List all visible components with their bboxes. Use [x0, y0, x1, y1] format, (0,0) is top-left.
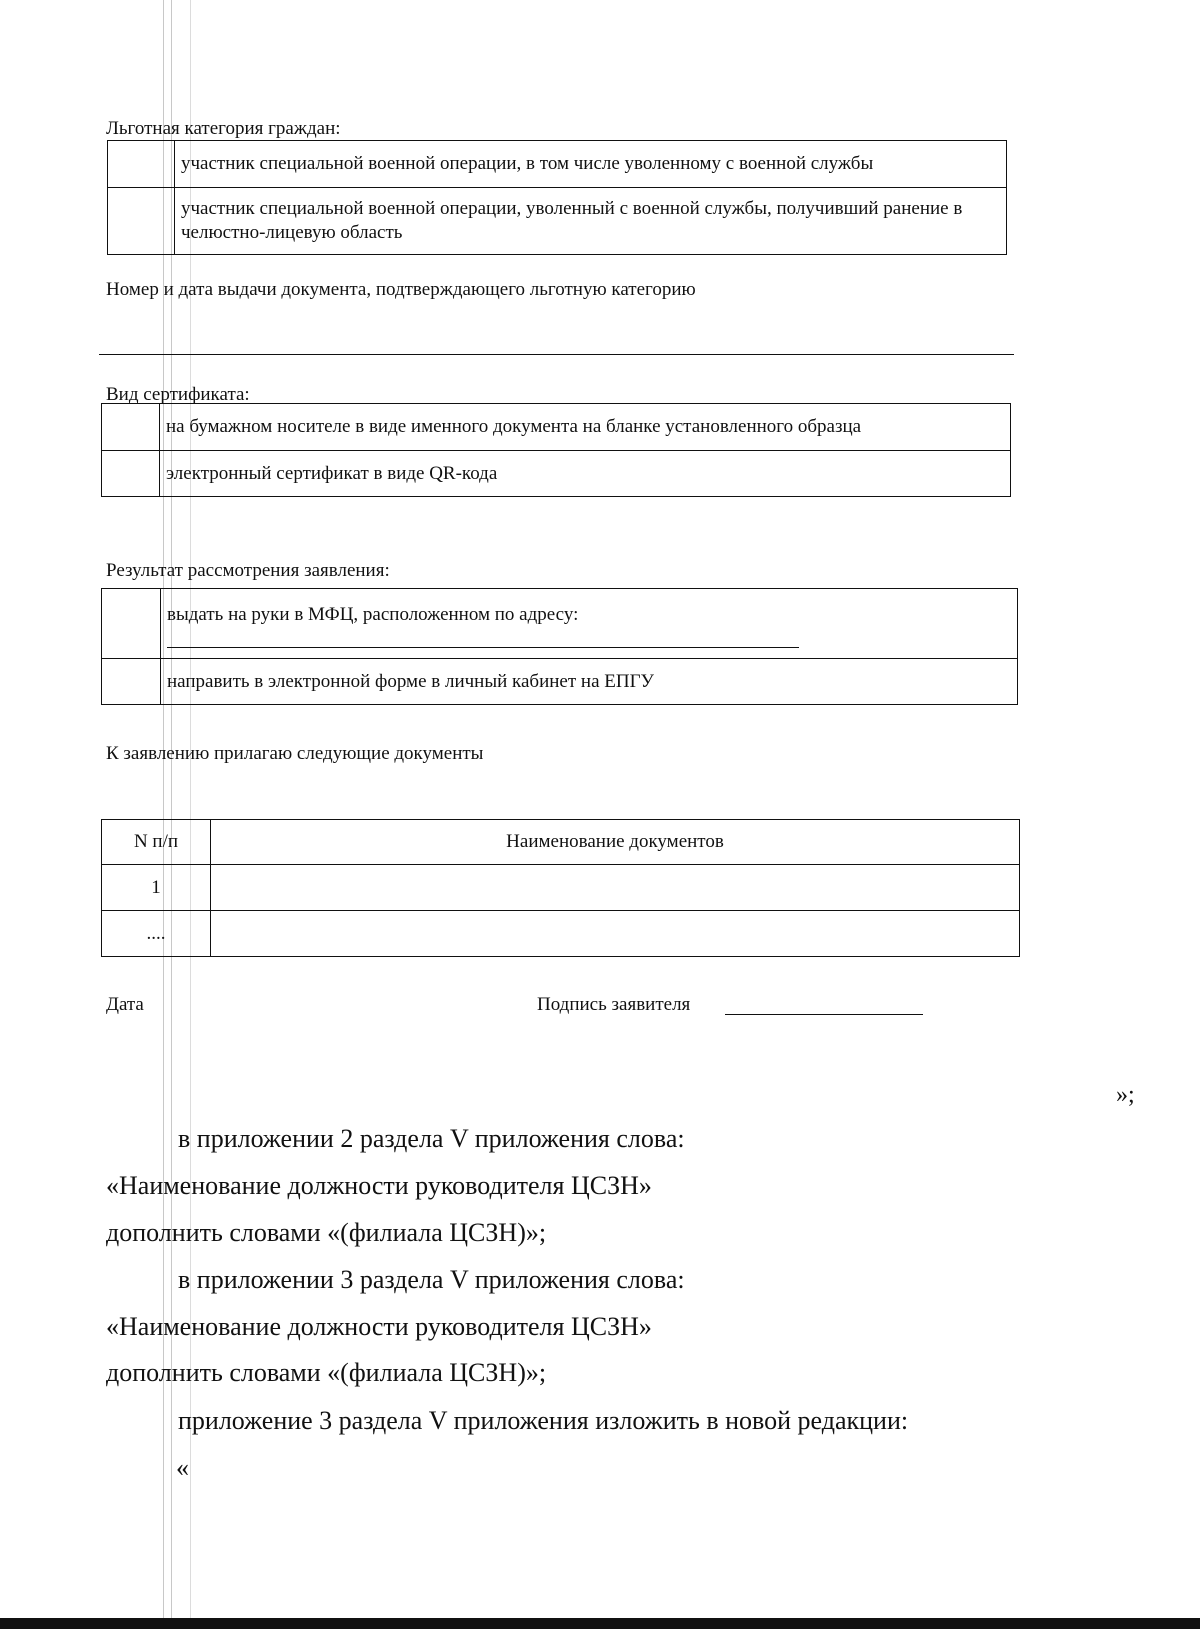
benefit-checkbox[interactable] — [108, 188, 175, 255]
result-row[interactable] — [102, 659, 1018, 705]
attachments-table — [101, 819, 1020, 957]
result-option-label: выдать на руки в МФЦ, расположенном по адресу: — [167, 604, 579, 625]
date-label: Дата — [106, 994, 144, 1015]
certificate-checkbox[interactable] — [102, 404, 160, 451]
certificate-checkbox[interactable] — [102, 451, 160, 497]
benefit-checkbox[interactable] — [108, 141, 175, 188]
document-name-cell[interactable] — [211, 865, 1020, 911]
scan-edge — [0, 1618, 1200, 1629]
result-option-cell — [161, 589, 1018, 659]
mfc-address-field[interactable] — [167, 647, 799, 648]
closing-quote: »; — [1116, 1082, 1135, 1108]
benefit-option-label: участник специальной военной операции, в том числе уволенному с военной службы — [175, 141, 1007, 188]
result-option-label: направить в электронной форме в личный кабинет на ЕПГУ — [161, 659, 1018, 705]
result-heading: Результат рассмотрения заявления: — [106, 560, 390, 581]
amendment-line: дополнить словами «(филиала ЦСЗН)»; — [106, 1218, 547, 1247]
column-header-document-name: Наименование документов — [211, 820, 1020, 865]
certificate-option-label: электронный сертификат в виде QR-кода — [160, 451, 1011, 497]
result-checkbox[interactable] — [102, 589, 161, 659]
document-name-cell[interactable] — [211, 911, 1020, 957]
result-row[interactable] — [102, 589, 1018, 659]
amendment-line: в приложении 2 раздела V приложения слова: — [178, 1124, 685, 1153]
table-row[interactable] — [102, 911, 1020, 957]
row-number: 1 — [102, 865, 211, 911]
table-row[interactable] — [102, 865, 1020, 911]
amendment-line: в приложении 3 раздела V приложения слова: — [178, 1265, 685, 1294]
amendment-line: «Наименование должности руководителя ЦСЗН» — [106, 1312, 652, 1341]
benefit-row[interactable] — [108, 188, 1007, 255]
benefit-row[interactable] — [108, 141, 1007, 188]
certificate-table — [101, 403, 1011, 497]
amendment-line: «Наименование должности руководителя ЦСЗН» — [106, 1171, 652, 1200]
signature-field[interactable] — [725, 1014, 923, 1015]
certificate-row[interactable] — [102, 451, 1011, 497]
document-number-label: Номер и дата выдачи документа, подтверждающего льготную категорию — [106, 279, 696, 300]
amendment-line: дополнить словами «(филиала ЦСЗН)»; — [106, 1358, 547, 1387]
opening-quote: « — [176, 1453, 189, 1482]
certificate-heading: Вид сертификата: — [106, 384, 250, 405]
amendment-line: приложение 3 раздела V приложения изложить в новой редакции: — [178, 1406, 909, 1435]
column-header-number: N п/п — [102, 820, 211, 865]
benefit-table — [107, 140, 1007, 255]
document-number-field[interactable] — [99, 354, 1014, 355]
certificate-row[interactable] — [102, 404, 1011, 451]
attachments-heading: К заявлению прилагаю следующие документы — [106, 743, 484, 764]
benefit-heading: Льготная категория граждан: — [106, 118, 341, 139]
attachments-header-row — [102, 820, 1020, 865]
result-checkbox[interactable] — [102, 659, 161, 705]
result-table — [101, 588, 1018, 705]
certificate-option-label: на бумажном носителе в виде именного документа на бланке установленного образца — [160, 404, 1011, 451]
signature-label: Подпись заявителя — [537, 994, 691, 1015]
benefit-option-label: участник специальной военной операции, уволенный с военной службы, получивший ранение в челюстно-лицевую область — [175, 188, 1007, 255]
row-number: .... — [102, 911, 211, 957]
